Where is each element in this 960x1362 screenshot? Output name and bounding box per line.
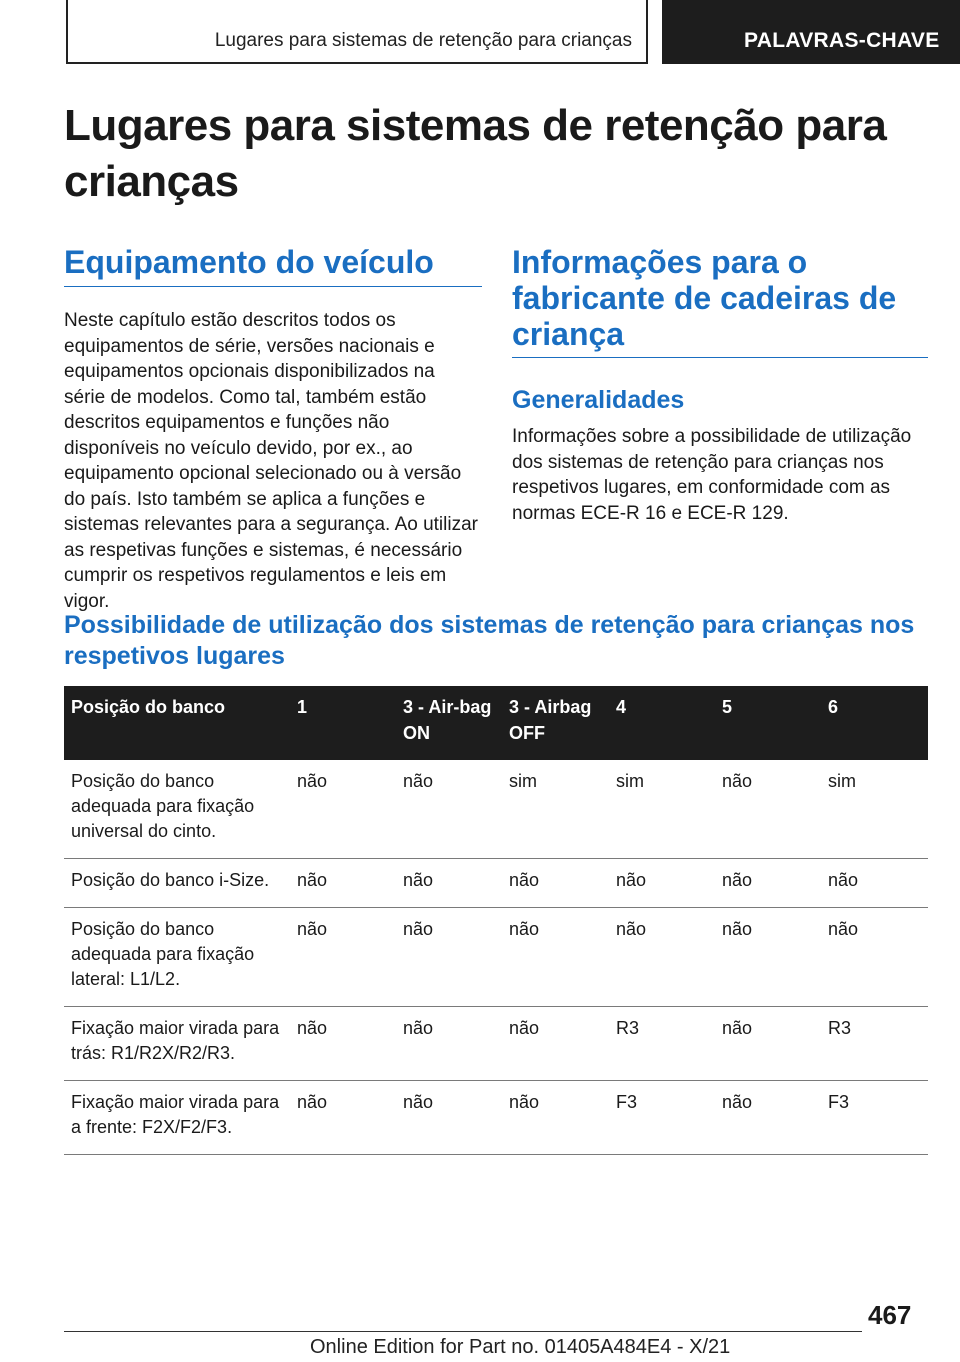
column-header-5: 5: [715, 686, 821, 760]
table-heading: Possibilidade de utilização dos sistemas de retenção para crianças nos respetivos lugares: [64, 611, 915, 670]
section-heading-vehicle-equipment: Equipamento do veículo: [64, 244, 434, 280]
table-row: [64, 859, 928, 908]
table-cell: não: [290, 1081, 396, 1155]
vehicle-equipment-text: Neste capítulo estão descritos todos os equipamentos de série, versões nacionais e equipamentos opcionais disponibilizados na série de modelos. Como tal, também estão descritos equipamentos e funções não disponíveis no veículo devido, por ex., ao equipamento opcional selecionado ou à versão do país. Isto também se aplica a funções e sistemas relevantes para a segurança. Ao utilizar as respetivas funções e sistemas, é necessário cumprir os respetivos regulamentos e leis em vigor.: [64, 310, 478, 612]
footer-edition-text: Online Edition for Part no. 01405A484E4 - X/21: [310, 1336, 731, 1358]
row-label: Posição do banco adequada para fixação lateral: L1/L2.: [64, 908, 290, 1007]
table-cell: não: [821, 908, 928, 1007]
table-cell: não: [396, 859, 502, 908]
table-cell: não: [715, 1007, 821, 1081]
subheading-generalities: Generalidades: [512, 386, 685, 414]
table-cell: não: [502, 859, 609, 908]
header-keywords-tab[interactable]: [662, 0, 960, 64]
table-cell: sim: [609, 760, 715, 859]
row-label: Fixação maior virada para a frente: F2X/F2/F3.: [64, 1081, 290, 1155]
table-cell: não: [821, 859, 928, 908]
table-cell: não: [396, 1007, 502, 1081]
section-rule-left: [64, 286, 482, 287]
table-row: [64, 760, 928, 859]
table-cell: não: [715, 1081, 821, 1155]
table-cell: não: [290, 859, 396, 908]
table-cell: F3: [821, 1081, 928, 1155]
column-header-6: 6: [821, 686, 928, 760]
seat-positions-table: [64, 686, 928, 1155]
table-cell: sim: [821, 760, 928, 859]
header-keywords-tab-label: PALAVRAS-CHAVE: [744, 29, 940, 52]
column-header-4: 4: [609, 686, 715, 760]
table-cell: não: [502, 908, 609, 1007]
table-cell: não: [609, 859, 715, 908]
header-section-box: [66, 0, 648, 64]
table-cell: não: [290, 908, 396, 1007]
section-rule-right: [512, 357, 928, 358]
row-label: Posição do banco i-Size.: [64, 859, 290, 908]
table-cell: não: [715, 859, 821, 908]
table-cell: não: [715, 908, 821, 1007]
table-cell: não: [502, 1081, 609, 1155]
generalities-text: Informações sobre a possibilidade de utilização dos sistemas de retenção para crianças nos respetivos lugares, em conformidade com as normas ECE-R 16 e ECE-R 129.: [512, 426, 912, 524]
table-cell: não: [396, 760, 502, 859]
row-label: Posição do banco adequada para fixação universal do cinto.: [64, 760, 290, 859]
page-title: Lugares para sistemas de retenção para crianças: [64, 101, 887, 206]
row-label: Fixação maior virada para trás: R1/R2X/R2/R3.: [64, 1007, 290, 1081]
table-cell: não: [715, 760, 821, 859]
table-header-row: [64, 686, 928, 760]
table-cell: F3: [609, 1081, 715, 1155]
column-header-3-airbag-off: 3 - Airbag OFF: [502, 686, 609, 760]
table-row: [64, 908, 928, 1007]
page-number: 467: [868, 1300, 912, 1330]
table-cell: não: [609, 908, 715, 1007]
table-row: [64, 1081, 928, 1155]
table-cell: não: [396, 1081, 502, 1155]
table-cell: R3: [821, 1007, 928, 1081]
column-header-1: 1: [290, 686, 396, 760]
table-cell: não: [290, 1007, 396, 1081]
column-header-seat-position: Posição do banco: [64, 686, 290, 760]
header-section-title: Lugares para sistemas de retenção para crianças: [214, 30, 632, 51]
table-cell: não: [290, 760, 396, 859]
footer-rule: [64, 1331, 862, 1332]
table-row: [64, 1007, 928, 1081]
table-cell: sim: [502, 760, 609, 859]
column-header-3-airbag-on: 3 - Air-bag ON: [396, 686, 502, 760]
table-cell: não: [502, 1007, 609, 1081]
section-heading-manufacturer-info: Informações para o fabricante de cadeiras de criança: [512, 244, 897, 352]
table-cell: R3: [609, 1007, 715, 1081]
table-cell: não: [396, 908, 502, 1007]
